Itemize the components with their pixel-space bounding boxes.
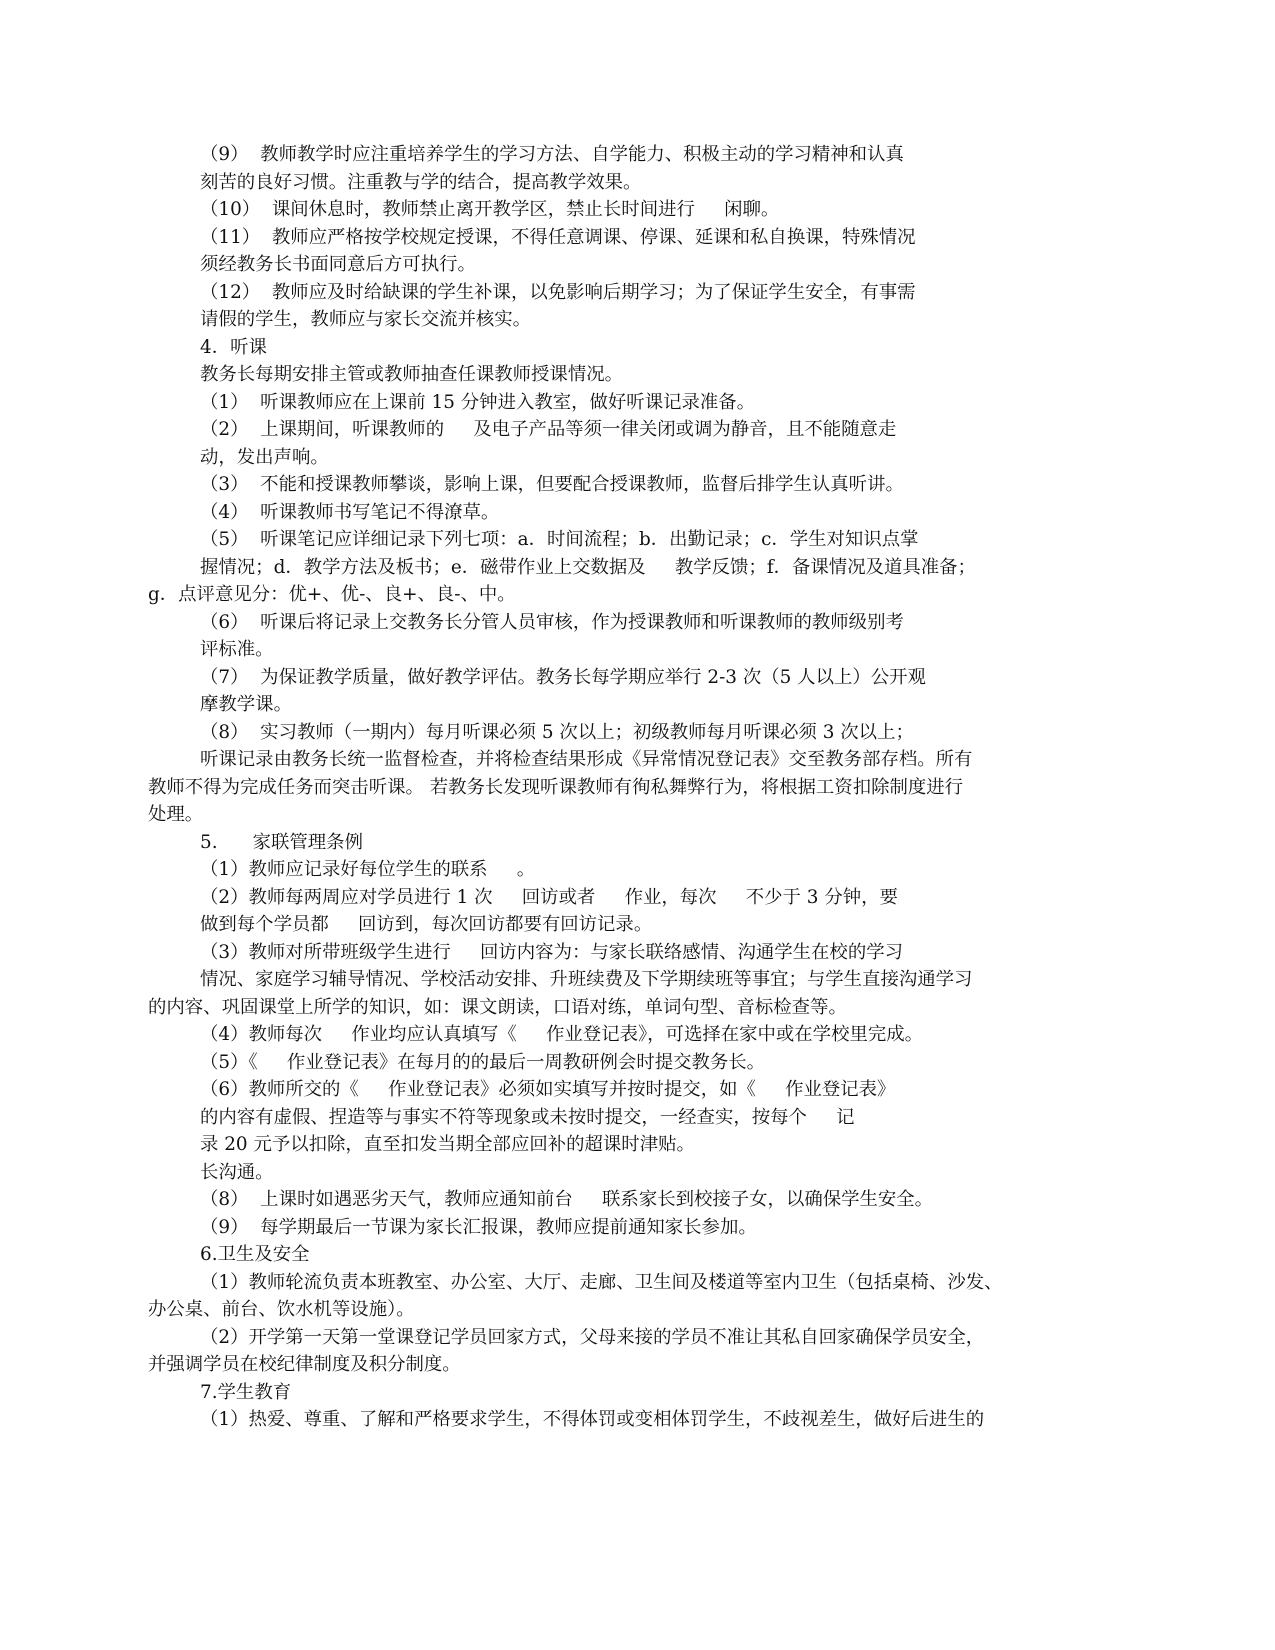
text-line: 长沟通。: [200, 1162, 274, 1183]
text-line: （8） 实习教师（一期内）每月听课必须 5 次以上；初级教师每月听课必须 3 次以上；: [200, 722, 914, 743]
text-line: 动，发出声响。: [200, 447, 329, 468]
text-line: （1）教师轮流负责本班教室、办公室、大厅、走廊、卫生间及楼道等室内卫生（包括桌椅、沙发、: [200, 1272, 1003, 1293]
text-line: （10） 课间休息时，教师禁止离开教学区，禁止长时间进行 闲聊。: [200, 199, 780, 220]
text-line: （2） 上课期间，听课教师的 及电子产品等须一律关闭或调为静音，且不能随意走: [200, 419, 897, 440]
text-line: （12） 教师应及时给缺课的学生补课，以免影响后期学习；为了保证学生安全，有事需: [200, 282, 916, 303]
text-line: 教师不得为完成任务而突击听课。 若教务长发现听课教师有徇私舞弊行为，将根据工资扣除制度进行: [148, 777, 964, 798]
text-line: （5）《 作业登记表》在每月的的最后一周教研例会时提交教务长。: [200, 1052, 766, 1073]
text-line: （1） 听课教师应在上课前 15 分钟进入教室，做好听课记录准备。: [200, 392, 756, 413]
text-line: 处理。: [148, 804, 204, 825]
text-line: （3） 不能和授课教师攀谈，影响上课，但要配合授课教师，监督后排学生认真听讲。: [200, 474, 904, 495]
text-line: （11） 教师应严格按学校规定授课，不得任意调课、停课、延课和私自换课，特殊情况: [200, 227, 916, 248]
text-line: 的内容、巩固课堂上所学的知识，如：课文朗读，口语对练，单词句型、音标检查等。: [148, 997, 847, 1018]
text-line: 请假的学生，教师应与家长交流并核实。: [200, 309, 532, 330]
text-line: （1）热爱、尊重、了解和严格要求学生，不得体罚或变相体罚学生，不歧视差生，做好后进生的: [200, 1409, 985, 1430]
text-line: 须经教务长书面同意后方可执行。: [200, 254, 476, 275]
text-line: 做到每个学员都 回访到，每次回访都要有回访记录。: [200, 914, 653, 935]
section-heading: 4．听课: [200, 337, 267, 358]
text-line: （9） 教师教学时应注重培养学生的学习方法、自学能力、积极主动的学习精神和认真: [200, 144, 904, 165]
text-line: 并强调学员在校纪律制度及积分制度。: [148, 1354, 461, 1375]
section-heading: 5. 家联管理条例: [200, 832, 363, 853]
text-line: 情况、家庭学习辅导情况、学校活动安排、升班续费及下学期续班等事宜；与学生直接沟通学习: [200, 969, 973, 990]
section-heading: 7.学生教育: [200, 1382, 292, 1403]
text-line: 教务长每期安排主管或教师抽查任课教师授课情况。: [200, 364, 623, 385]
text-line: （8） 上课时如遇恶劣天气，教师应通知前台 联系家长到校接子女，以确保学生安全。: [200, 1189, 934, 1210]
text-line: 刻苦的良好习惯。注重教与学的结合，提高教学效果。: [200, 172, 642, 193]
text-line: 办公桌、前台、饮水机等设施）。: [148, 1299, 415, 1320]
text-line: （7） 为保证教学质量，做好教学评估。教务长每学期应举行 2-3 次（5 人以上）公开观: [200, 667, 926, 688]
text-line: 摩教学课。: [200, 694, 292, 715]
text-line: 听课记录由教务长统一监督检查，并将检查结果形成《异常情况登记表》交至教务部存档。所有: [200, 749, 973, 770]
text-line: （3）教师对所带班级学生进行 回访内容为：与家长联络感情、沟通学生在校的学习: [200, 942, 903, 963]
text-line: （9） 每学期最后一节课为家长汇报课，教师应提前通知家长参加。: [200, 1217, 757, 1238]
text-line: （6） 听课后将记录上交教务长分管人员审核，作为授课教师和听课教师的教师级别考: [200, 612, 904, 633]
text-line: 握情况；d．教学方法及板书；e．磁带作业上交数据及 教学反馈；f．备课情况及道具准备；: [200, 557, 976, 578]
text-line: （4）教师每次 作业均应认真填写《 作业登记表》，可选择在家中或在学校里完成。: [200, 1024, 924, 1045]
text-line: （4） 听课教师书写笔记不得潦草。: [200, 502, 500, 523]
text-line: 的内容有虚假、捏造等与事实不符等现象或未按时提交，一经查实，按每个 记: [200, 1107, 855, 1128]
text-line: g．点评意见分：优+、优-、良+、良-、中。: [148, 584, 516, 605]
text-line: 评标准。: [200, 639, 274, 660]
section-heading: 6.卫生及安全: [200, 1244, 310, 1265]
text-line: （1）教师应记录好每位学生的联系 。: [200, 859, 536, 880]
text-line: （5） 听课笔记应详细记录下列七项：a．时间流程；b．出勤记录；c．学生对知识点掌: [200, 529, 919, 550]
text-line: 录 20 元予以扣除，直至扣发当期全部应回补的超课时津贴。: [200, 1134, 695, 1155]
text-line: （2）开学第一天第一堂课登记学员回家方式，父母来接的学员不准让其私自回家确保学员安全，: [200, 1327, 985, 1348]
text-line: （6）教师所交的《 作业登记表》必须如实填写并按时提交，如《 作业登记表》: [200, 1079, 896, 1100]
text-line: （2）教师每两周应对学员进行 1 次 回访或者 作业，每次 不少于 3 分钟，要: [200, 887, 898, 908]
